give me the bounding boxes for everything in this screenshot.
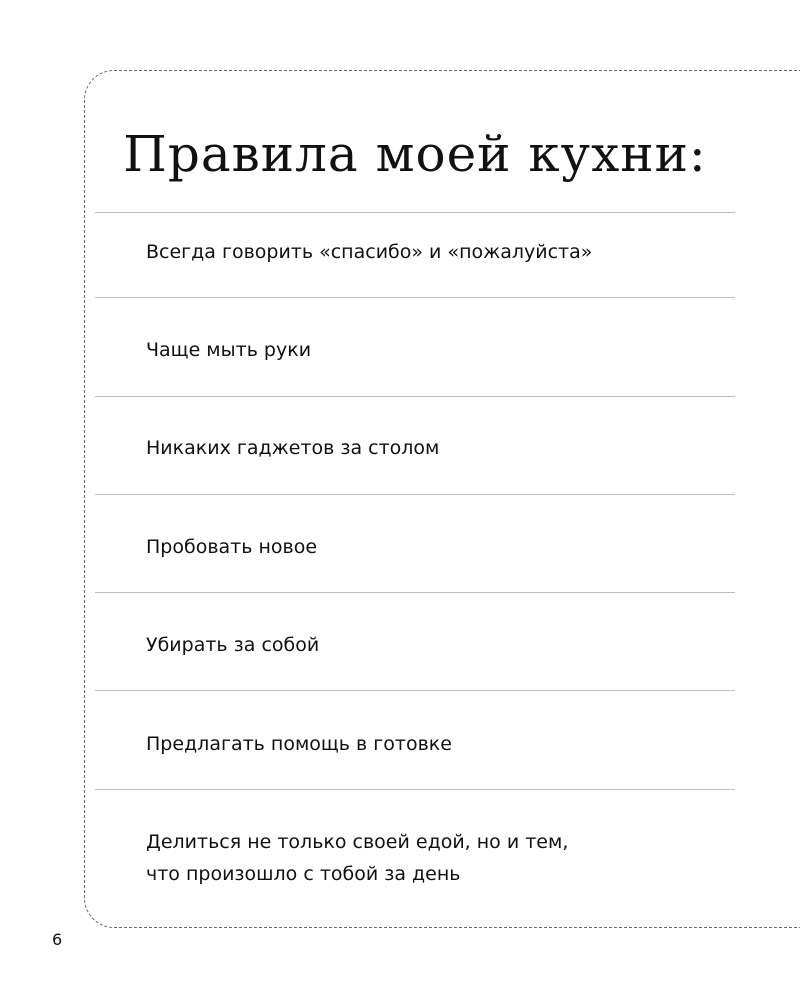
page-title: Правила моей кухни: [123,125,707,183]
rule-item: Предлагать помощь в готовке [146,733,452,755]
rule-item: Всегда говорить «спасибо» и «пожалуйста» [146,241,593,263]
divider [95,789,735,790]
rule-item: Убирать за собой [146,634,320,656]
divider [95,396,735,397]
page-number: 6 [52,930,63,949]
rule-line: Делиться не только своей едой, но и тем, [146,831,569,853]
divider [95,690,735,691]
rule-item: Чаще мыть руки [146,339,312,361]
divider [95,212,735,213]
divider [95,494,735,495]
divider [95,297,735,298]
rule-item: Пробовать новое [146,536,318,558]
rule-item: Никаких гаджетов за столом [146,437,440,459]
rule-line: что произошло с тобой за день [146,863,461,885]
rule-item-multiline [146,826,716,890]
divider [95,592,735,593]
